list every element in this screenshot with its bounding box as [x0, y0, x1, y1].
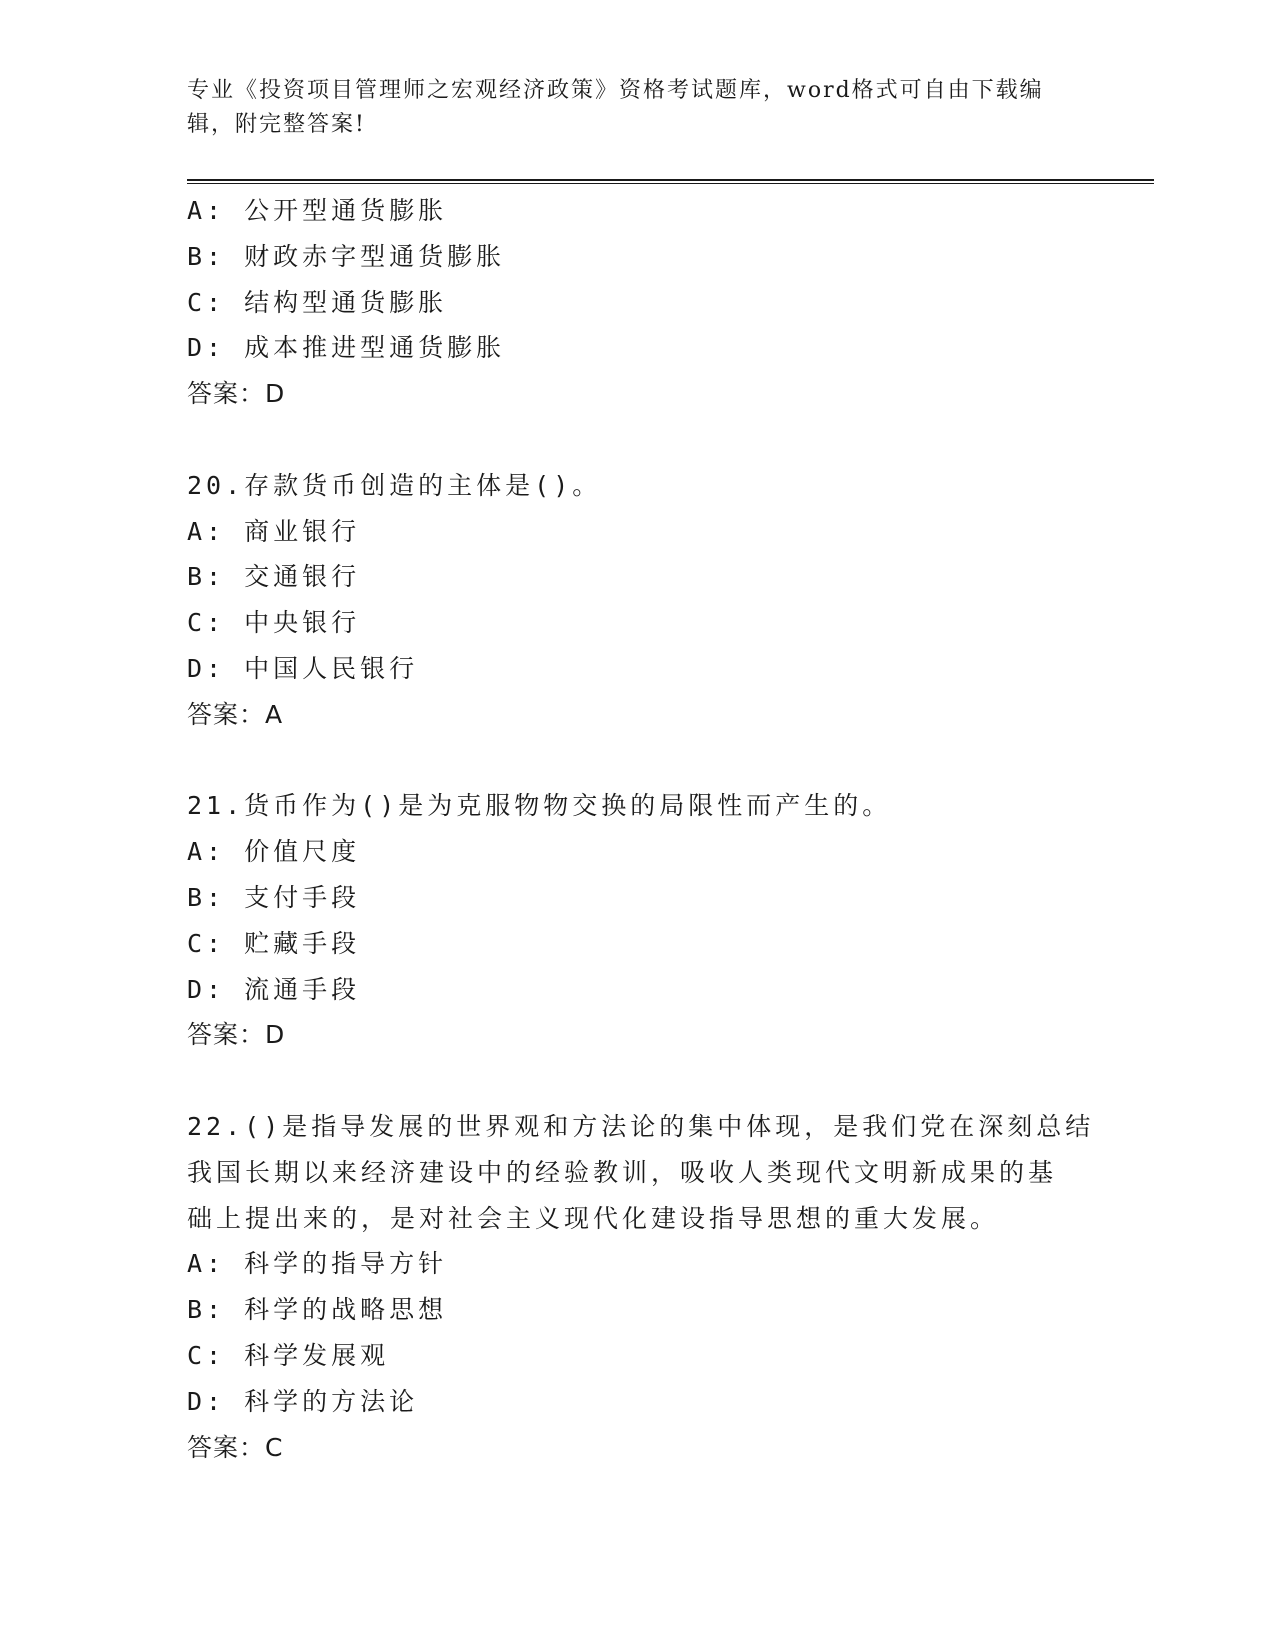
- option-d: D: 成本推进型通货膨胀: [187, 333, 506, 363]
- option-a: A: 公开型通货膨胀: [187, 196, 448, 225]
- question-stem: 21.货币作为()是为克服物物交换的局限性而产生的。: [187, 791, 892, 821]
- option-d: D: 流通手段: [187, 974, 361, 1004]
- question-list: [187, 188, 1095, 1470]
- answer-line: 答案：D: [187, 1020, 286, 1050]
- option-c: C: 结构型通货膨胀: [187, 287, 448, 317]
- option-a: A: 科学的指导方针: [187, 1249, 448, 1279]
- document-header: [187, 74, 1067, 142]
- option-a: A: 价值尺度: [187, 837, 361, 867]
- question-stem-line-3: 础上提出来的，是对社会主义现代化建设指导思想的重大发展。: [187, 1203, 1000, 1233]
- question-20: [187, 463, 1087, 738]
- option-b: B: 财政赤字型通货膨胀: [187, 241, 506, 271]
- option-b: B: 科学的战略思想: [187, 1295, 448, 1325]
- answer-line: 答案：D: [187, 379, 286, 409]
- option-b: B: 交通银行: [187, 562, 361, 592]
- option-d: D: 中国人民银行: [187, 653, 419, 683]
- option-c: C: 贮藏手段: [187, 928, 361, 958]
- answer-line: 答案：C: [187, 1432, 284, 1462]
- question-22: [187, 1104, 1095, 1470]
- question-19-partial: [187, 188, 1087, 417]
- answer-line: 答案：A: [187, 699, 284, 729]
- option-c: C: 中央银行: [187, 608, 361, 638]
- header-intro-text: 专业《投资项目管理师之宏观经济政策》资格考试题库，word格式可自由下载编辑，附完整答案!: [187, 78, 1044, 137]
- option-d: D: 科学的方法论: [187, 1386, 419, 1416]
- option-c: C: 科学发展观: [187, 1340, 390, 1370]
- question-stem-line-2: 我国长期以来经济建设中的经验教训，吸收人类现代文明新成果的基: [187, 1157, 1058, 1187]
- question-stem-line-1: 22.()是指导发展的世界观和方法论的集中体现，是我们党在深刻总结: [187, 1111, 1095, 1141]
- header-divider: [187, 179, 1154, 184]
- spacer: [187, 738, 1087, 784]
- spacer: [187, 417, 1087, 463]
- option-b: B: 支付手段: [187, 882, 361, 912]
- question-21: [187, 783, 1087, 1058]
- question-stem: 20.存款货币创造的主体是()。: [187, 470, 602, 500]
- spacer: [187, 1058, 1087, 1104]
- option-a: A: 商业银行: [187, 516, 361, 546]
